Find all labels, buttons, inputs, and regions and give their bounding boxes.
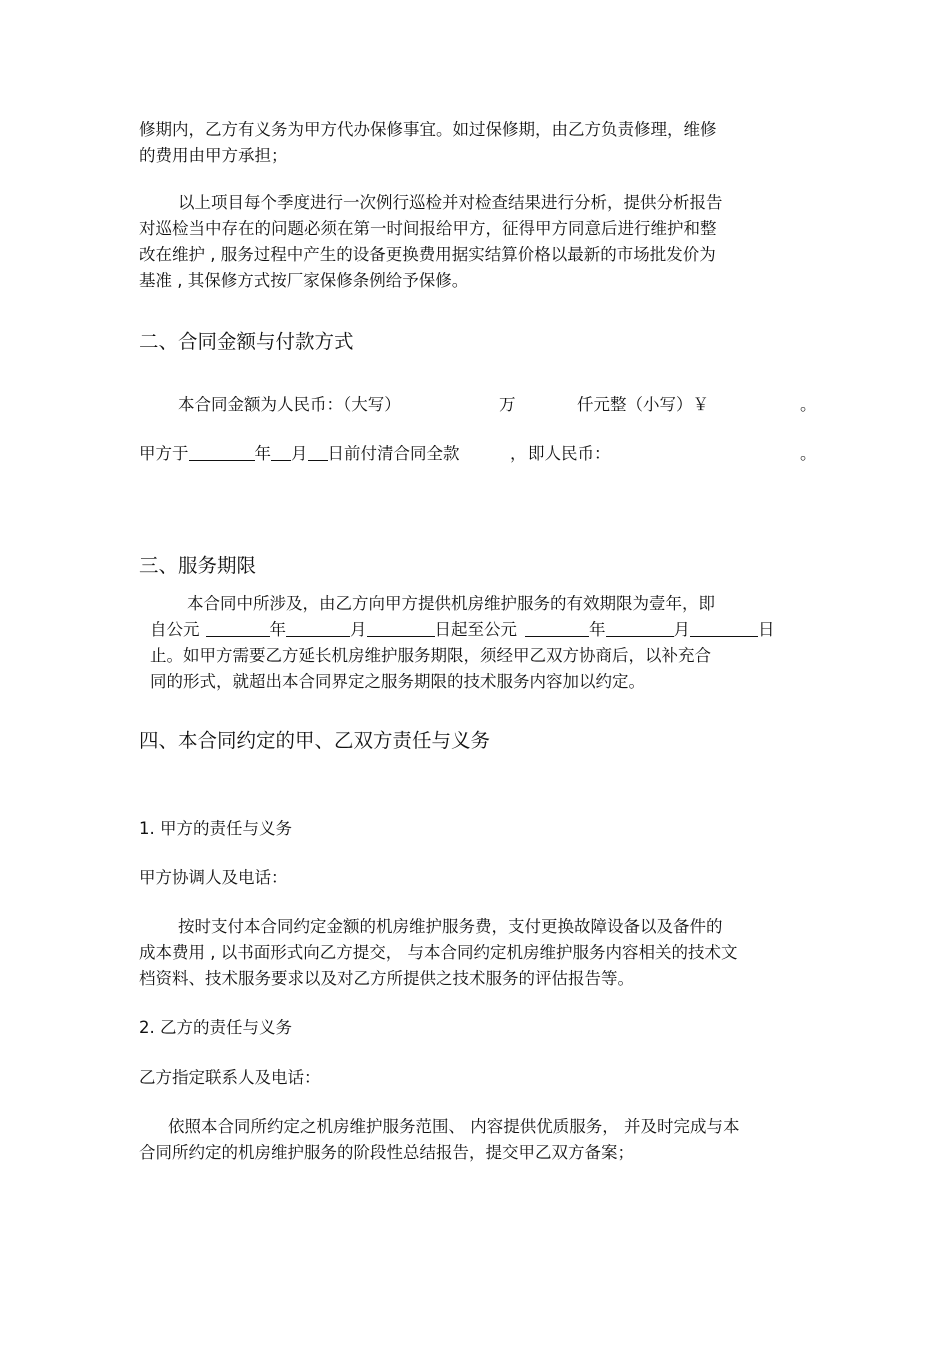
subsection-2-line-1: 依照本合同所约定之机房维护服务范围、 内容提供优质服务， 并及时完成与本 bbox=[168, 1117, 740, 1136]
end-day-label: 日 bbox=[758, 620, 775, 639]
subsection-2-title: 2. 乙方的责任与义务 bbox=[139, 1018, 292, 1037]
payment-day-label: 日前付清合同全款 bbox=[327, 444, 460, 463]
end-day-blank[interactable] bbox=[690, 618, 758, 637]
amount-end: 。 bbox=[800, 395, 817, 414]
payment-comma: ， bbox=[510, 444, 527, 463]
section-3-line-1: 本合同中所涉及，由乙方向甲方提供机房维护服务的有效期限为壹年，即 bbox=[187, 594, 715, 613]
section-3-line-2 bbox=[150, 617, 775, 643]
end-month-label: 月 bbox=[673, 620, 690, 639]
subsection-1-line-1: 按时支付本合同约定金额的机房维护服务费，支付更换故障设备以及备件的 bbox=[178, 917, 723, 936]
party-b-contact: 乙方指定联系人及电话： bbox=[139, 1068, 321, 1087]
payment-prefix: 甲方于 bbox=[139, 444, 189, 463]
payment-rmb: 即人民币： bbox=[528, 444, 611, 463]
amount-qian: 仟元整（小写）￥ bbox=[577, 395, 709, 414]
payment-month-blank[interactable] bbox=[271, 442, 291, 461]
start-month-blank[interactable] bbox=[286, 618, 350, 637]
amount-wan: 万 bbox=[499, 395, 516, 414]
paragraph-2-line-2: 对巡检当中存在的问题必须在第一时间报给甲方，征得甲方同意后进行维护和整 bbox=[139, 219, 717, 238]
subsection-2-line-2: 合同所约定的机房维护服务的阶段性总结报告，提交甲乙双方备案； bbox=[139, 1143, 634, 1162]
section-2-heading: 二、合同金额与付款方式 bbox=[139, 330, 354, 353]
party-a-contact: 甲方协调人及电话： bbox=[139, 868, 288, 887]
paragraph-2-line-3: 改在维护 , 服务过程中产生的设备更换费用据实结算价格以最新的市场批发价为 bbox=[139, 245, 716, 264]
payment-month-label: 月 bbox=[291, 444, 308, 463]
paragraph-2-line-1: 以上项目每个季度进行一次例行巡检并对检查结果进行分析，提供分析报告 bbox=[178, 193, 723, 212]
section-3-line-3: 止。如甲方需要乙方延长机房维护服务期限，须经甲乙双方协商后，以补充合 bbox=[150, 646, 711, 665]
paragraph-1-line-2: 的费用由甲方承担； bbox=[139, 146, 288, 165]
section-3-line-4: 同的形式，就超出本合同界定之服务期限的技术服务内容加以约定。 bbox=[150, 672, 645, 691]
paragraph-1-line-1: 修期内，乙方有义务为甲方代办保修事宜。如过保修期，由乙方负责修理，维修 bbox=[139, 120, 717, 139]
payment-year-label: 年 bbox=[254, 444, 271, 463]
term-prefix: 自公元 bbox=[150, 620, 200, 639]
payment-end: 。 bbox=[800, 444, 817, 463]
payment-day-blank[interactable] bbox=[308, 442, 328, 461]
end-year-blank[interactable] bbox=[525, 618, 589, 637]
start-month-label: 月 bbox=[350, 620, 367, 639]
payment-year-blank[interactable] bbox=[189, 442, 255, 461]
subsection-1-line-2: 成本费用 , 以书面形式向乙方提交， 与本合同约定机房维护服务内容相关的技术文 bbox=[139, 943, 738, 962]
amount-prefix: 本合同金额为人民币：（大写） bbox=[178, 395, 401, 414]
start-year-label: 年 bbox=[269, 620, 286, 639]
paragraph-2-line-4: 基准 , 其保修方式按厂家保修条例给予保修。 bbox=[139, 271, 469, 290]
subsection-1-title: 1. 甲方的责任与义务 bbox=[139, 819, 292, 838]
start-year-blank[interactable] bbox=[206, 618, 270, 637]
section-3-heading: 三、服务期限 bbox=[139, 554, 257, 577]
start-day-label: 日起至公元 bbox=[434, 620, 517, 639]
payment-line bbox=[139, 441, 460, 467]
subsection-1-line-3: 档资料、技术服务要求以及对乙方所提供之技术服务的评估报告等。 bbox=[139, 969, 634, 988]
end-year-label: 年 bbox=[589, 620, 606, 639]
section-4-heading: 四、本合同约定的甲、乙双方责任与义务 bbox=[139, 729, 491, 752]
start-day-blank[interactable] bbox=[367, 618, 435, 637]
end-month-blank[interactable] bbox=[606, 618, 674, 637]
